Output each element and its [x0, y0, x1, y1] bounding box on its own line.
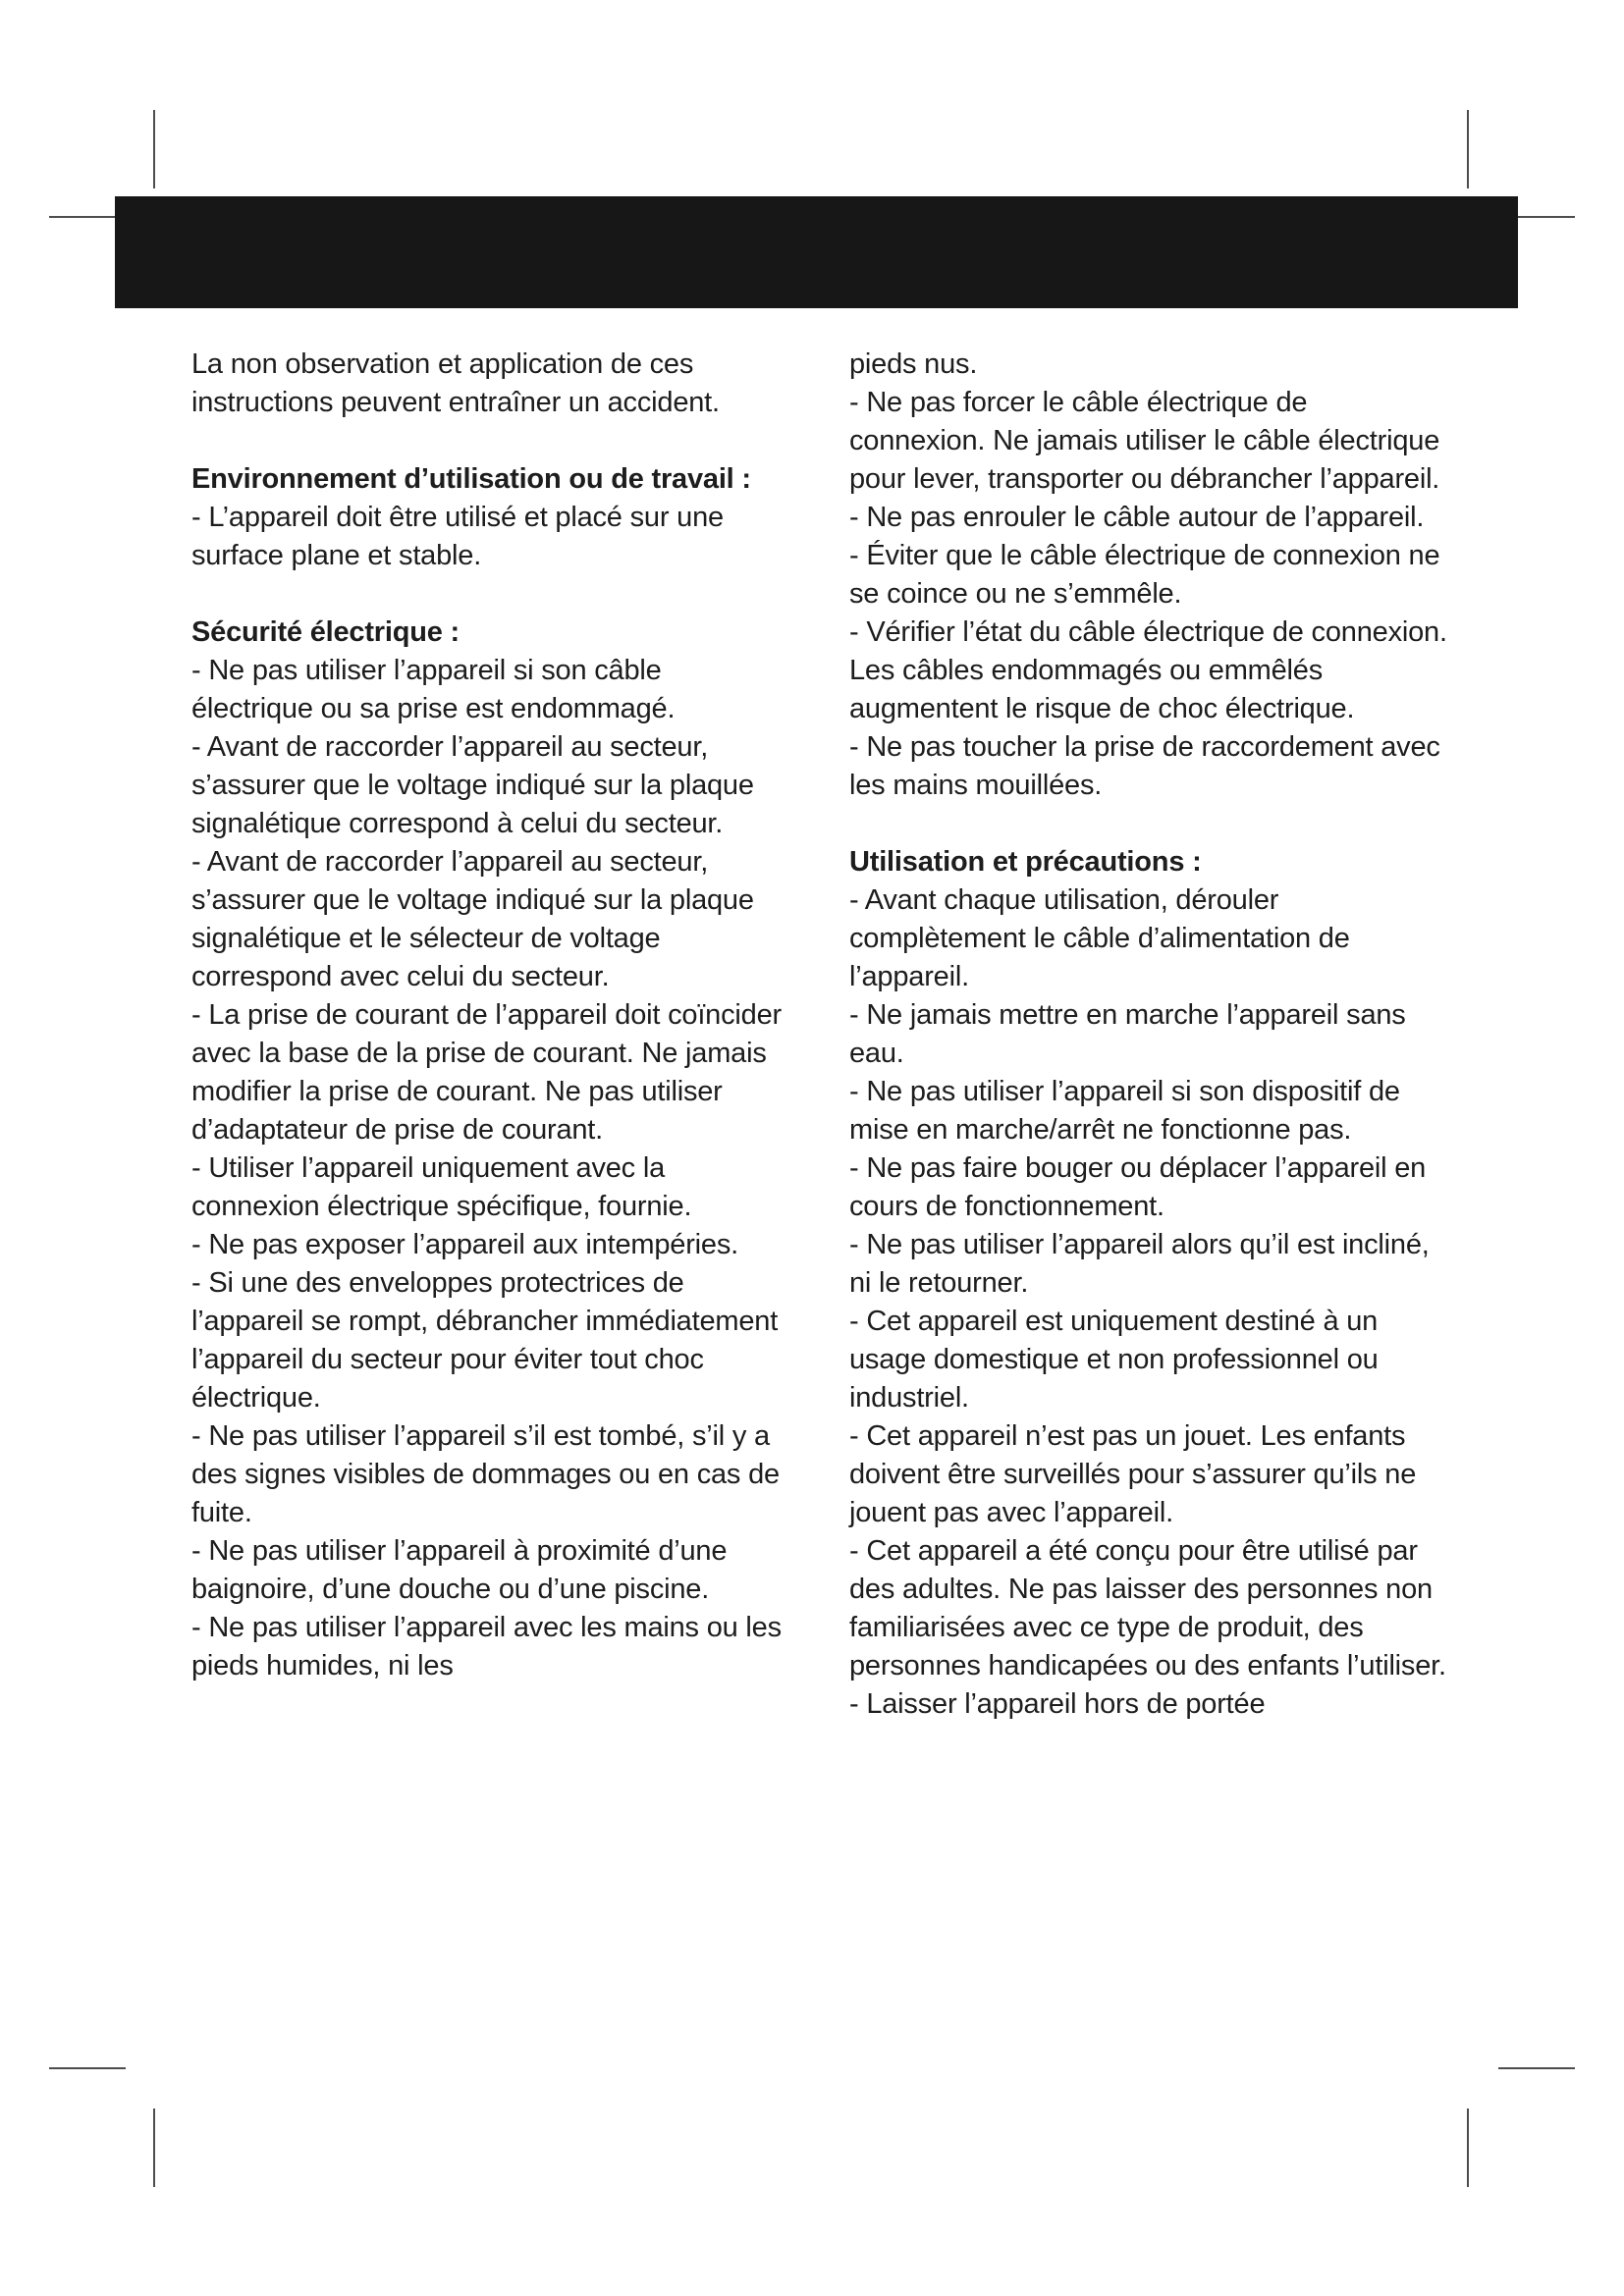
paragraph: La non observation et application de ces instructions peuvent entraîner un accident. — [191, 348, 720, 418]
paragraph: - Cet appareil n’est pas un jouet. Les enfants doivent être surveillés pour s’assurer qu’ils ne jouent pas avec l’appareil. — [849, 1420, 1417, 1528]
crop-mark-top-left-vertical — [153, 110, 155, 188]
crop-mark-bottom-left-horizontal — [49, 2067, 126, 2069]
paragraph: - La prise de courant de l’appareil doit coïncider avec la base de la prise de courant. Ne jamais modifier la prise de courant. Ne pas utiliser d’adaptateur de prise de courant. — [191, 999, 782, 1146]
paragraph: - Avant de raccorder l’appareil au secteur, s’assurer que le voltage indiqué sur la plaque signalétique correspond à celui du secteur. — [191, 731, 754, 839]
paragraph: - Laisser l’appareil hors de portée — [849, 1688, 1266, 1720]
paragraph: - Ne jamais mettre en marche l’appareil sans eau. — [849, 999, 1406, 1069]
text-column-right — [849, 346, 1448, 1724]
paragraph: - Si une des enveloppes protectrices de l’appareil se rompt, débrancher immédiatement l’appareil du secteur pour éviter tout choc électrique. — [191, 1267, 779, 1414]
paragraph: - Ne pas utiliser l’appareil s’il est tombé, s’il y a des signes visibles de dommages ou en cas de fuite. — [191, 1420, 780, 1528]
paragraph: - Ne pas utiliser l’appareil si son dispositif de mise en marche/arrêt ne fonctionne pas. — [849, 1076, 1400, 1146]
paragraph: - Utiliser l’appareil uniquement avec la connexion électrique spécifique, fournie. — [191, 1152, 692, 1222]
crop-mark-bottom-right-vertical — [1467, 2109, 1469, 2187]
paragraph: - Cet appareil est uniquement destiné à un usage domestique et non professionnel ou industriel. — [849, 1306, 1379, 1414]
crop-mark-bottom-right-horizontal — [1498, 2067, 1575, 2069]
paragraph: - Ne pas exposer l’appareil aux intempéries. — [191, 1229, 738, 1260]
section-heading: Environnement d’utilisation ou de travail : — [191, 463, 751, 495]
text-column-left — [191, 346, 790, 1724]
paragraph: pieds nus. — [849, 348, 978, 380]
paragraph: - L’appareil doit être utilisé et placé sur une surface plane et stable. — [191, 502, 724, 571]
paragraph: - Cet appareil a été conçu pour être utilisé par des adultes. Ne pas laisser des personnes non familiarisées avec ce type de produit, des personnes handicapées ou des enfants l’utiliser. — [849, 1535, 1446, 1682]
paragraph: - Ne pas toucher la prise de raccordement avec les mains mouillées. — [849, 731, 1440, 801]
paragraph: - Ne pas utiliser l’appareil avec les mains ou les pieds humides, ni les — [191, 1612, 782, 1682]
section-heading: Utilisation et précautions : — [849, 846, 1202, 878]
crop-mark-bottom-left-vertical — [153, 2109, 155, 2187]
section-heading: Sécurité électrique : — [191, 616, 460, 648]
paragraph: - Avant chaque utilisation, dérouler complètement le câble d’alimentation de l’appareil. — [849, 884, 1350, 992]
paragraph: - Avant de raccorder l’appareil au secteur, s’assurer que le voltage indiqué sur la plaque signalétique et le sélecteur de voltage correspond avec celui du secteur. — [191, 846, 754, 992]
content-columns — [191, 346, 1448, 1724]
paragraph: - Ne pas enrouler le câble autour de l’appareil. — [849, 502, 1425, 533]
paragraph: - Ne pas utiliser l’appareil si son câble électrique ou sa prise est endommagé. — [191, 655, 676, 724]
header-bar — [115, 196, 1518, 308]
crop-mark-top-right-vertical — [1467, 110, 1469, 188]
paragraph: - Ne pas utiliser l’appareil à proximité d’une baignoire, d’une douche ou d’une piscine. — [191, 1535, 728, 1605]
paragraph: - Ne pas faire bouger ou déplacer l’appareil en cours de fonctionnement. — [849, 1152, 1427, 1222]
paragraph: - Vérifier l’état du câble électrique de connexion. Les câbles endommagés ou emmêlés augmentent le risque de choc électrique. — [849, 616, 1447, 724]
paragraph: - Ne pas forcer le câble électrique de connexion. Ne jamais utiliser le câble électrique pour lever, transporter ou débrancher l’appareil. — [849, 387, 1440, 495]
paragraph: - Ne pas utiliser l’appareil alors qu’il est incliné, ni le retourner. — [849, 1229, 1430, 1299]
paragraph: - Éviter que le câble électrique de connexion ne se coince ou ne s’emmêle. — [849, 540, 1440, 610]
